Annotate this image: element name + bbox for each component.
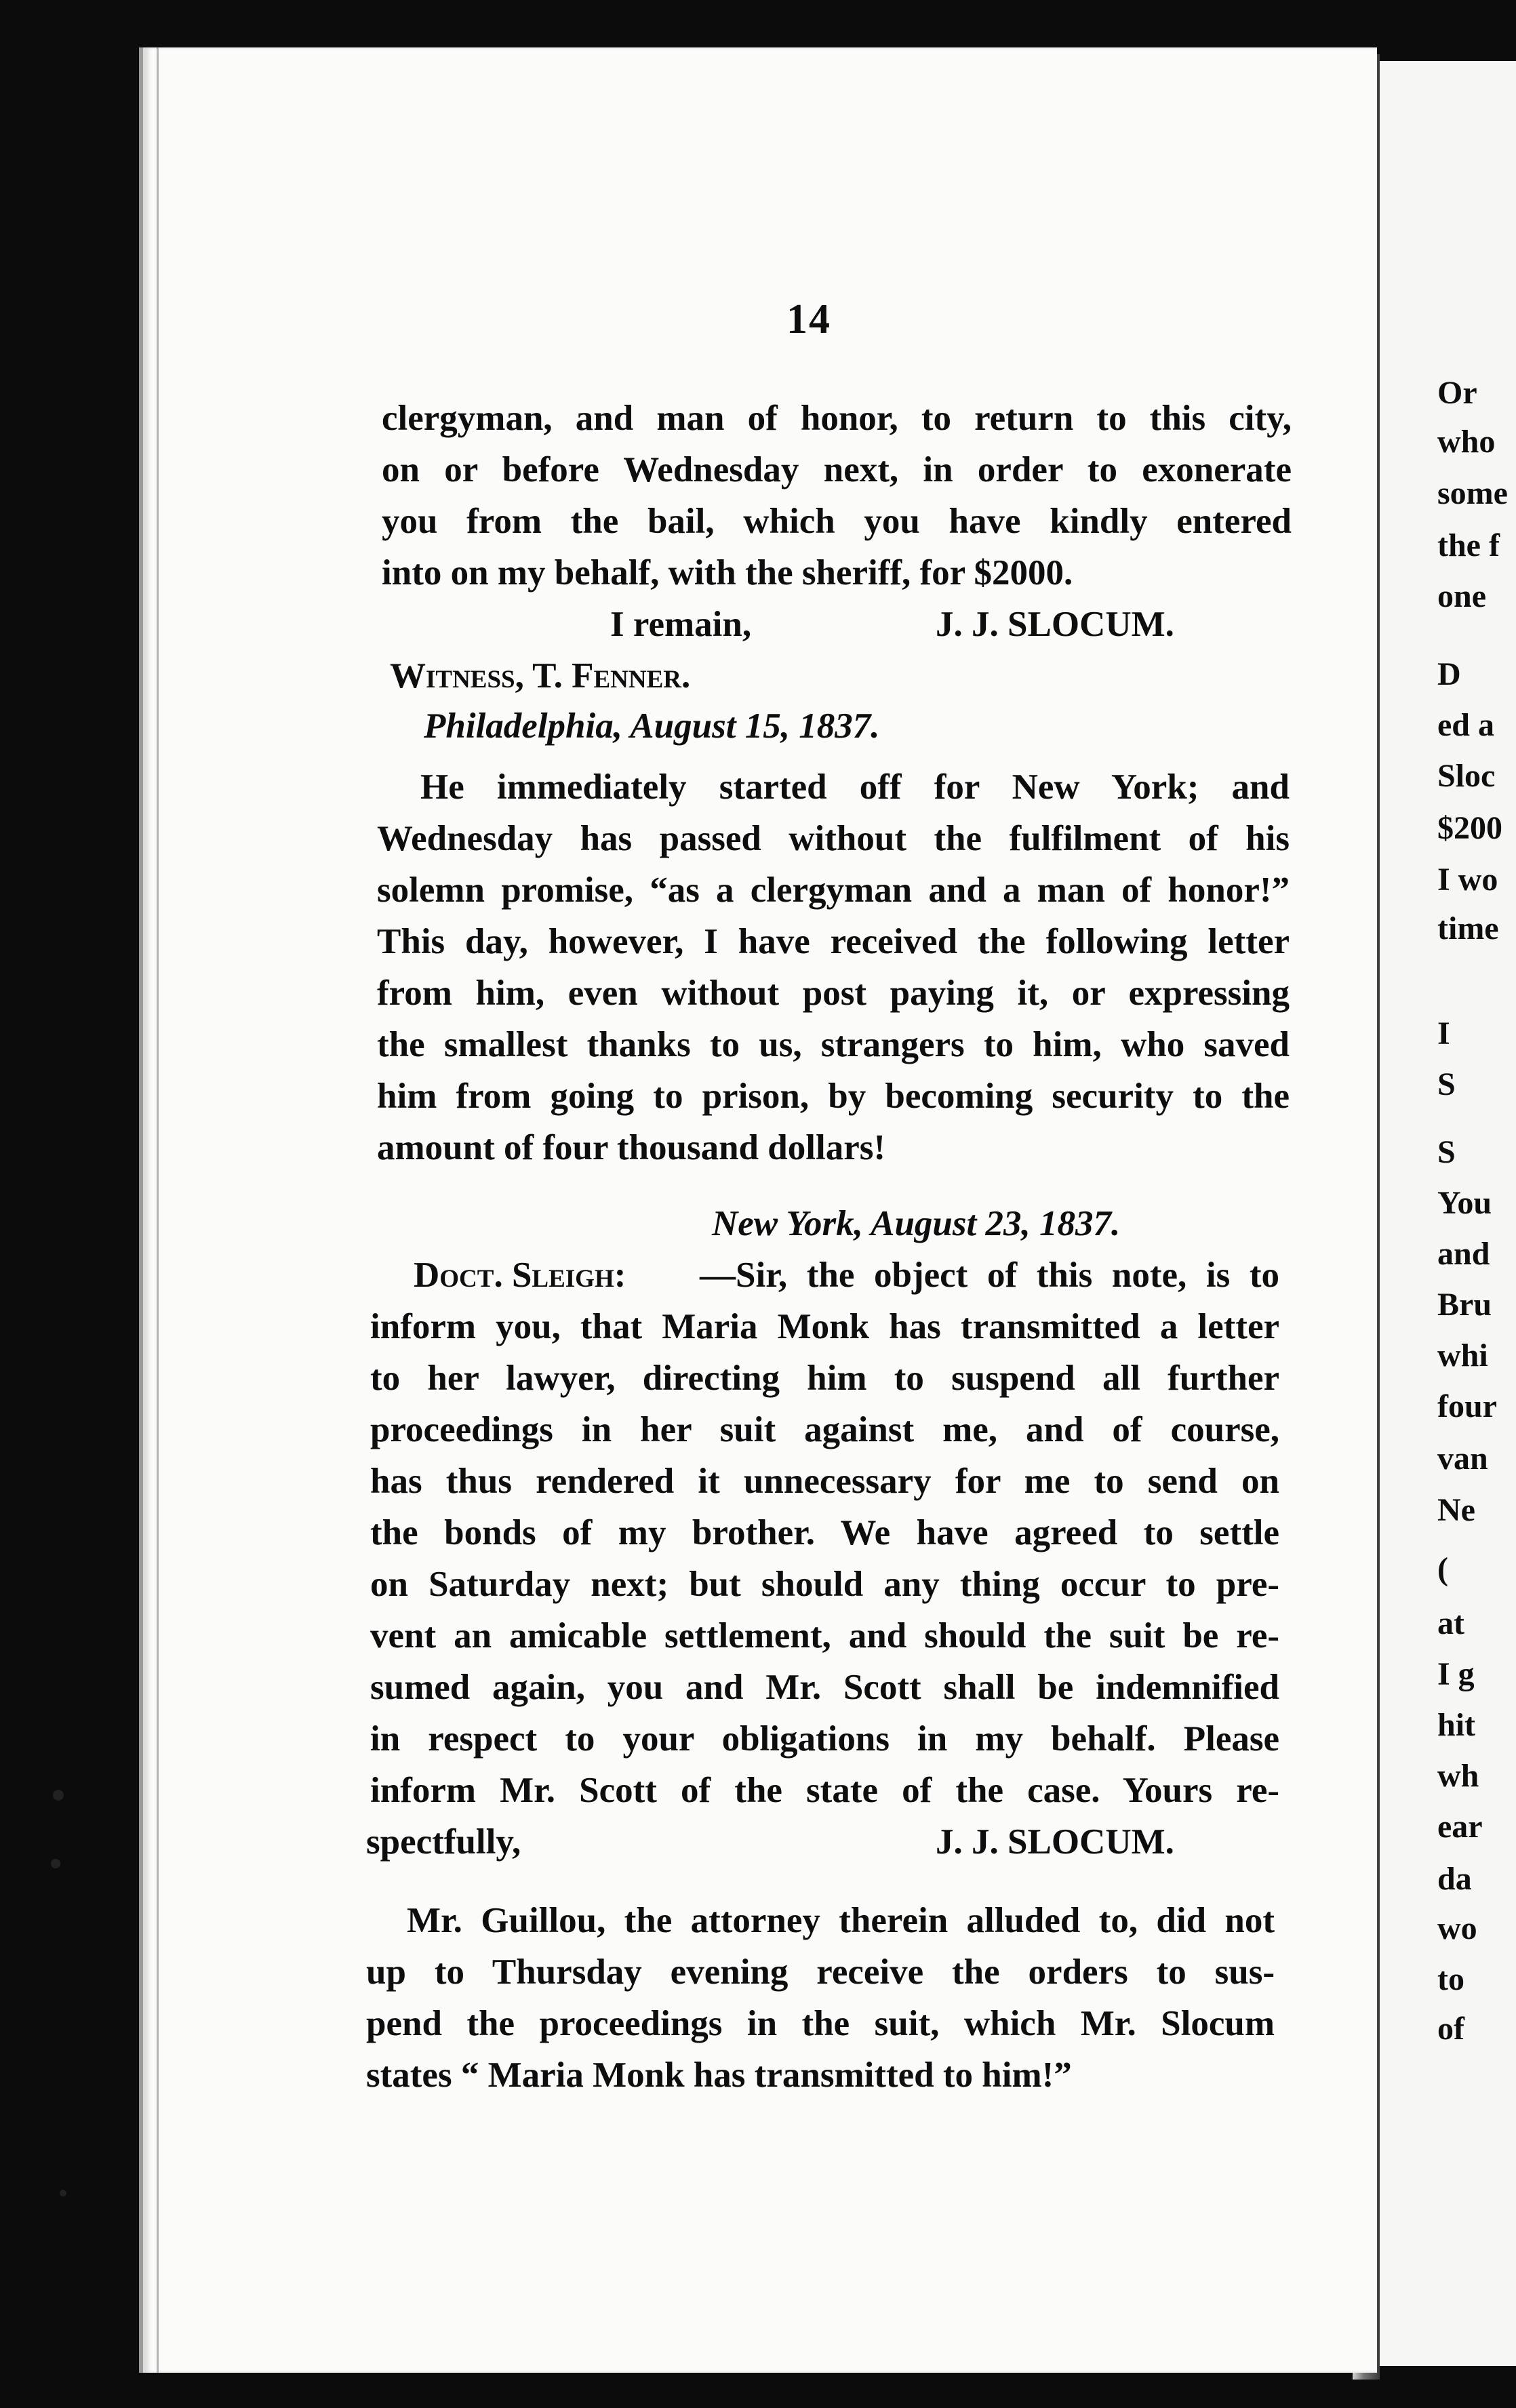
- text-line: clergyman, and man of honor, to return to this city,: [382, 399, 1292, 438]
- scan-speck: [60, 2190, 66, 2196]
- facing-page-fragment: who: [1437, 424, 1496, 460]
- facing-page-fragment: S: [1437, 1066, 1456, 1102]
- facing-page-fragment: Sloc: [1437, 758, 1496, 794]
- text-line: to her lawyer, directing him to suspend all further: [370, 1359, 1279, 1398]
- facing-page-fragment: time: [1437, 910, 1499, 946]
- text-line: He immediately started off for New York; and: [420, 767, 1290, 807]
- facing-page-fragment: wo: [1437, 1910, 1477, 1946]
- text-line: vent an amicable settlement, and should the suit be re-: [370, 1616, 1279, 1656]
- facing-page-fragment: hit: [1437, 1707, 1476, 1743]
- text-line: Mr. Guillou, the attorney therein alluded to, did not: [407, 1901, 1275, 1940]
- facing-page-fragment: some: [1437, 475, 1508, 511]
- facing-page-fragment: Bru: [1437, 1287, 1492, 1323]
- facing-page-fragment: of: [1437, 2011, 1464, 2047]
- dateline: Philadelphia, August 15, 1837.: [424, 706, 880, 746]
- facing-page-fragment: van: [1437, 1441, 1488, 1477]
- facing-page-fragment: da: [1437, 1861, 1472, 1897]
- text-line: Wednesday has passed without the fulfilment of his: [377, 819, 1290, 858]
- text-line: inform you, that Maria Monk has transmitted a letter: [370, 1307, 1279, 1346]
- text-line: This day, however, I have received the following letter: [377, 922, 1290, 961]
- facing-page-fragment: ear: [1437, 1809, 1483, 1845]
- text-line: spectfully,: [366, 1822, 521, 1862]
- text-line: sumed again, you and Mr. Scott shall be indemnified: [370, 1668, 1279, 1707]
- facing-page-fragment: Ne: [1437, 1492, 1475, 1528]
- text-line: has thus rendered it unnecessary for me to send on: [370, 1462, 1279, 1501]
- facing-page-fragment: I g: [1437, 1656, 1475, 1692]
- facing-page-fragment: I: [1437, 1016, 1450, 1051]
- facing-page-fragment: $200: [1437, 810, 1502, 846]
- text-line: states “ Maria Monk has transmitted to him!”: [366, 2055, 1072, 2095]
- facing-page-fragment: You: [1437, 1185, 1492, 1221]
- text-line: proceedings in her suit against me, and of course,: [370, 1410, 1279, 1449]
- facing-page-fragment: wh: [1437, 1758, 1479, 1794]
- text-line: on Saturday next; but should any thing occur to pre-: [370, 1565, 1279, 1604]
- salutation: Doct. Sleigh:: [414, 1256, 626, 1295]
- scan-speck: [53, 1790, 64, 1801]
- text-line: the bonds of my brother. We have agreed to settle: [370, 1513, 1279, 1552]
- facing-page-fragment: four: [1437, 1388, 1497, 1424]
- page-edge: [157, 47, 159, 2373]
- text-line: you from the bail, which you have kindly entered: [382, 502, 1292, 541]
- text-line: solemn promise, “as a clergyman and a man of honor!”: [377, 870, 1290, 910]
- text-line: in respect to your obligations in my behalf. Please: [370, 1719, 1279, 1759]
- text-line: from him, even without post paying it, or expressing: [377, 974, 1290, 1013]
- facing-page-fragment: to: [1437, 1961, 1464, 1997]
- facing-page-fragment: I wo: [1437, 862, 1498, 898]
- text-line: —Sir, the object of this note, is to: [700, 1256, 1279, 1295]
- text-line: pend the proceedings in the suit, which Mr. Slocum: [366, 2004, 1275, 2043]
- text-line: inform Mr. Scott of the state of the case. Yours re-: [370, 1771, 1279, 1810]
- witness-line: Witness, T. Fenner.: [390, 656, 691, 696]
- signature: J. J. SLOCUM.: [936, 605, 1174, 644]
- facing-page-fragment: at: [1437, 1605, 1464, 1641]
- scan-speck: [51, 1859, 60, 1868]
- signature: J. J. SLOCUM.: [936, 1822, 1174, 1862]
- sign-off: I remain,: [610, 605, 752, 644]
- page-number: 14: [786, 296, 831, 342]
- dateline: New York, August 23, 1837.: [712, 1204, 1121, 1243]
- text-line: him from going to prison, by becoming security to the: [377, 1077, 1290, 1116]
- text-line: the smallest thanks to us, strangers to him, who saved: [377, 1025, 1290, 1064]
- text-line: into on my behalf, with the sheriff, for $2000.: [382, 553, 1073, 593]
- facing-page-fragment: Or: [1437, 375, 1477, 411]
- facing-page-fragment: the f: [1437, 527, 1500, 563]
- text-line: amount of four thousand dollars!: [377, 1128, 885, 1167]
- facing-page-fragment: ed a: [1437, 707, 1494, 743]
- facing-page-fragment: D: [1437, 656, 1461, 692]
- text-line: on or before Wednesday next, in order to exonerate: [382, 450, 1292, 489]
- facing-page-fragment: one: [1437, 578, 1486, 614]
- text-line: up to Thursday evening receive the orders to sus-: [366, 1952, 1275, 1992]
- facing-page-fragment: and: [1437, 1236, 1490, 1272]
- facing-page-fragment: (: [1437, 1551, 1448, 1587]
- facing-page-fragment: S: [1437, 1134, 1456, 1170]
- facing-page-fragment: whi: [1437, 1338, 1488, 1373]
